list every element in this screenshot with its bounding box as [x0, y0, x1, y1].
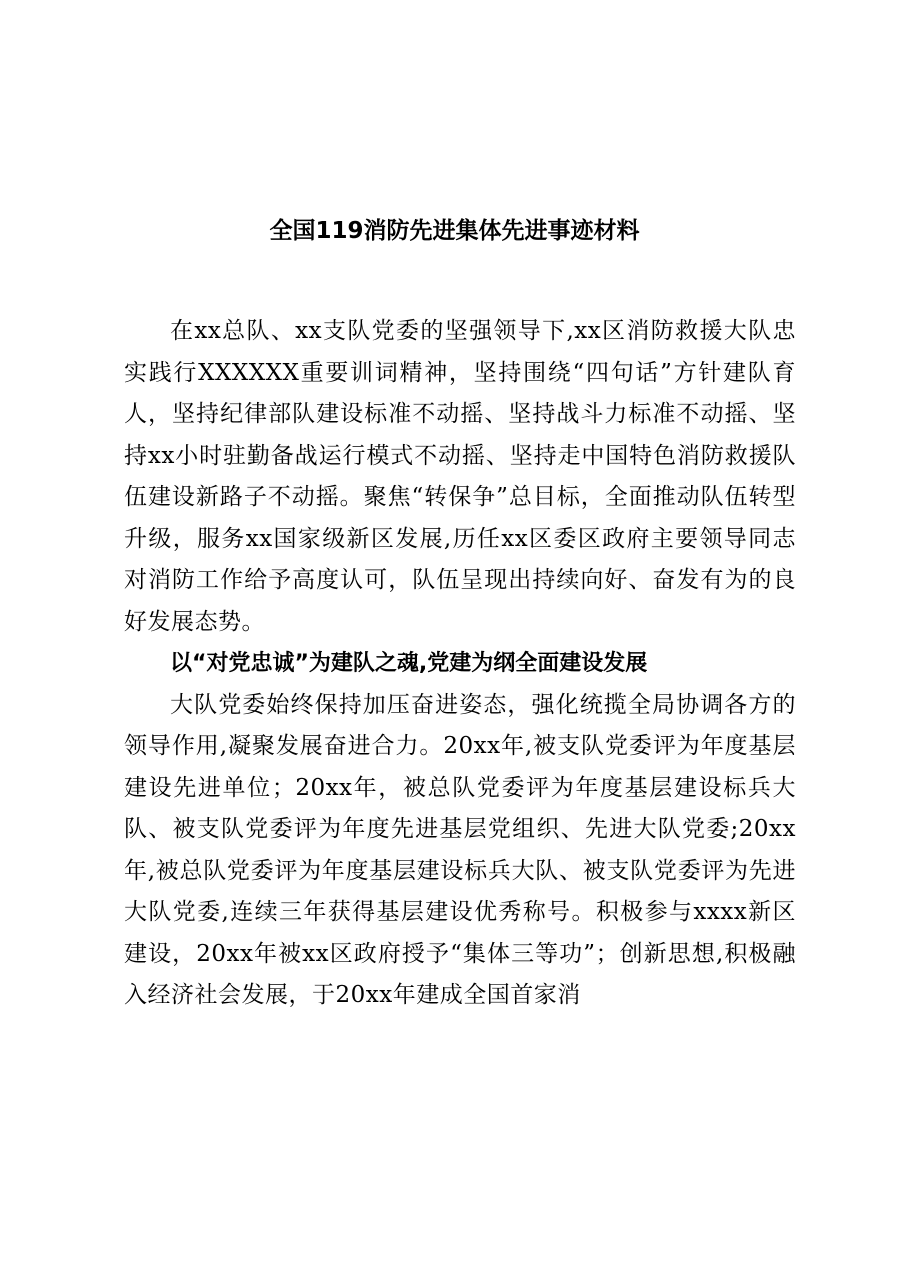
document-title: 全国119消防先进集体先进事迹材料	[269, 218, 640, 244]
intro-paragraph: 在xx总队、xx支队党委的坚强领导下,xx区消防救援大队忠实践行XXXXXX重要训词精神，坚持围绕“四句话”方针建队育人，坚持纪律部队建设标准不动摇、坚持战斗力标准不动摇、坚持xx小时驻勤备战运行模式不动摇、坚持走中国特色消防救援队伍建设新路子不动摇。聚焦“转保争”总目标，全面推动队伍转型升级，服务xx国家级新区发展,历任xx区委区政府主要领导同志对消防工作给予高度认可，队伍呈现出持续向好、奋发有为的良好发展态势。	[124, 318, 796, 635]
document-body	[124, 311, 796, 1017]
section-heading: 以“对党忠诚”为建队之魂,党建为纲全面建设发展	[170, 651, 648, 676]
section-paragraph: 大队党委始终保持加压奋进姿态，强化统揽全局协调各方的领导作用,凝聚发展奋进合力。20xx年,被支队党委评为年度基层建设先进单位；20xx年，被总队党委评为年度基层建设标兵大队、被支队党委评为年度先进基层党组织、先进大队党委;20xx年,被总队党委评为年度基层建设标兵大队、被支队党委评为先进大队党委,连续三年获得基层建设优秀称号。积极参与xxxx新区建设，20xx年被xx区政府授予“集体三等功”；创新思想,积极融入经济社会发展，于20xx年建成全国首家消	[124, 691, 796, 1008]
